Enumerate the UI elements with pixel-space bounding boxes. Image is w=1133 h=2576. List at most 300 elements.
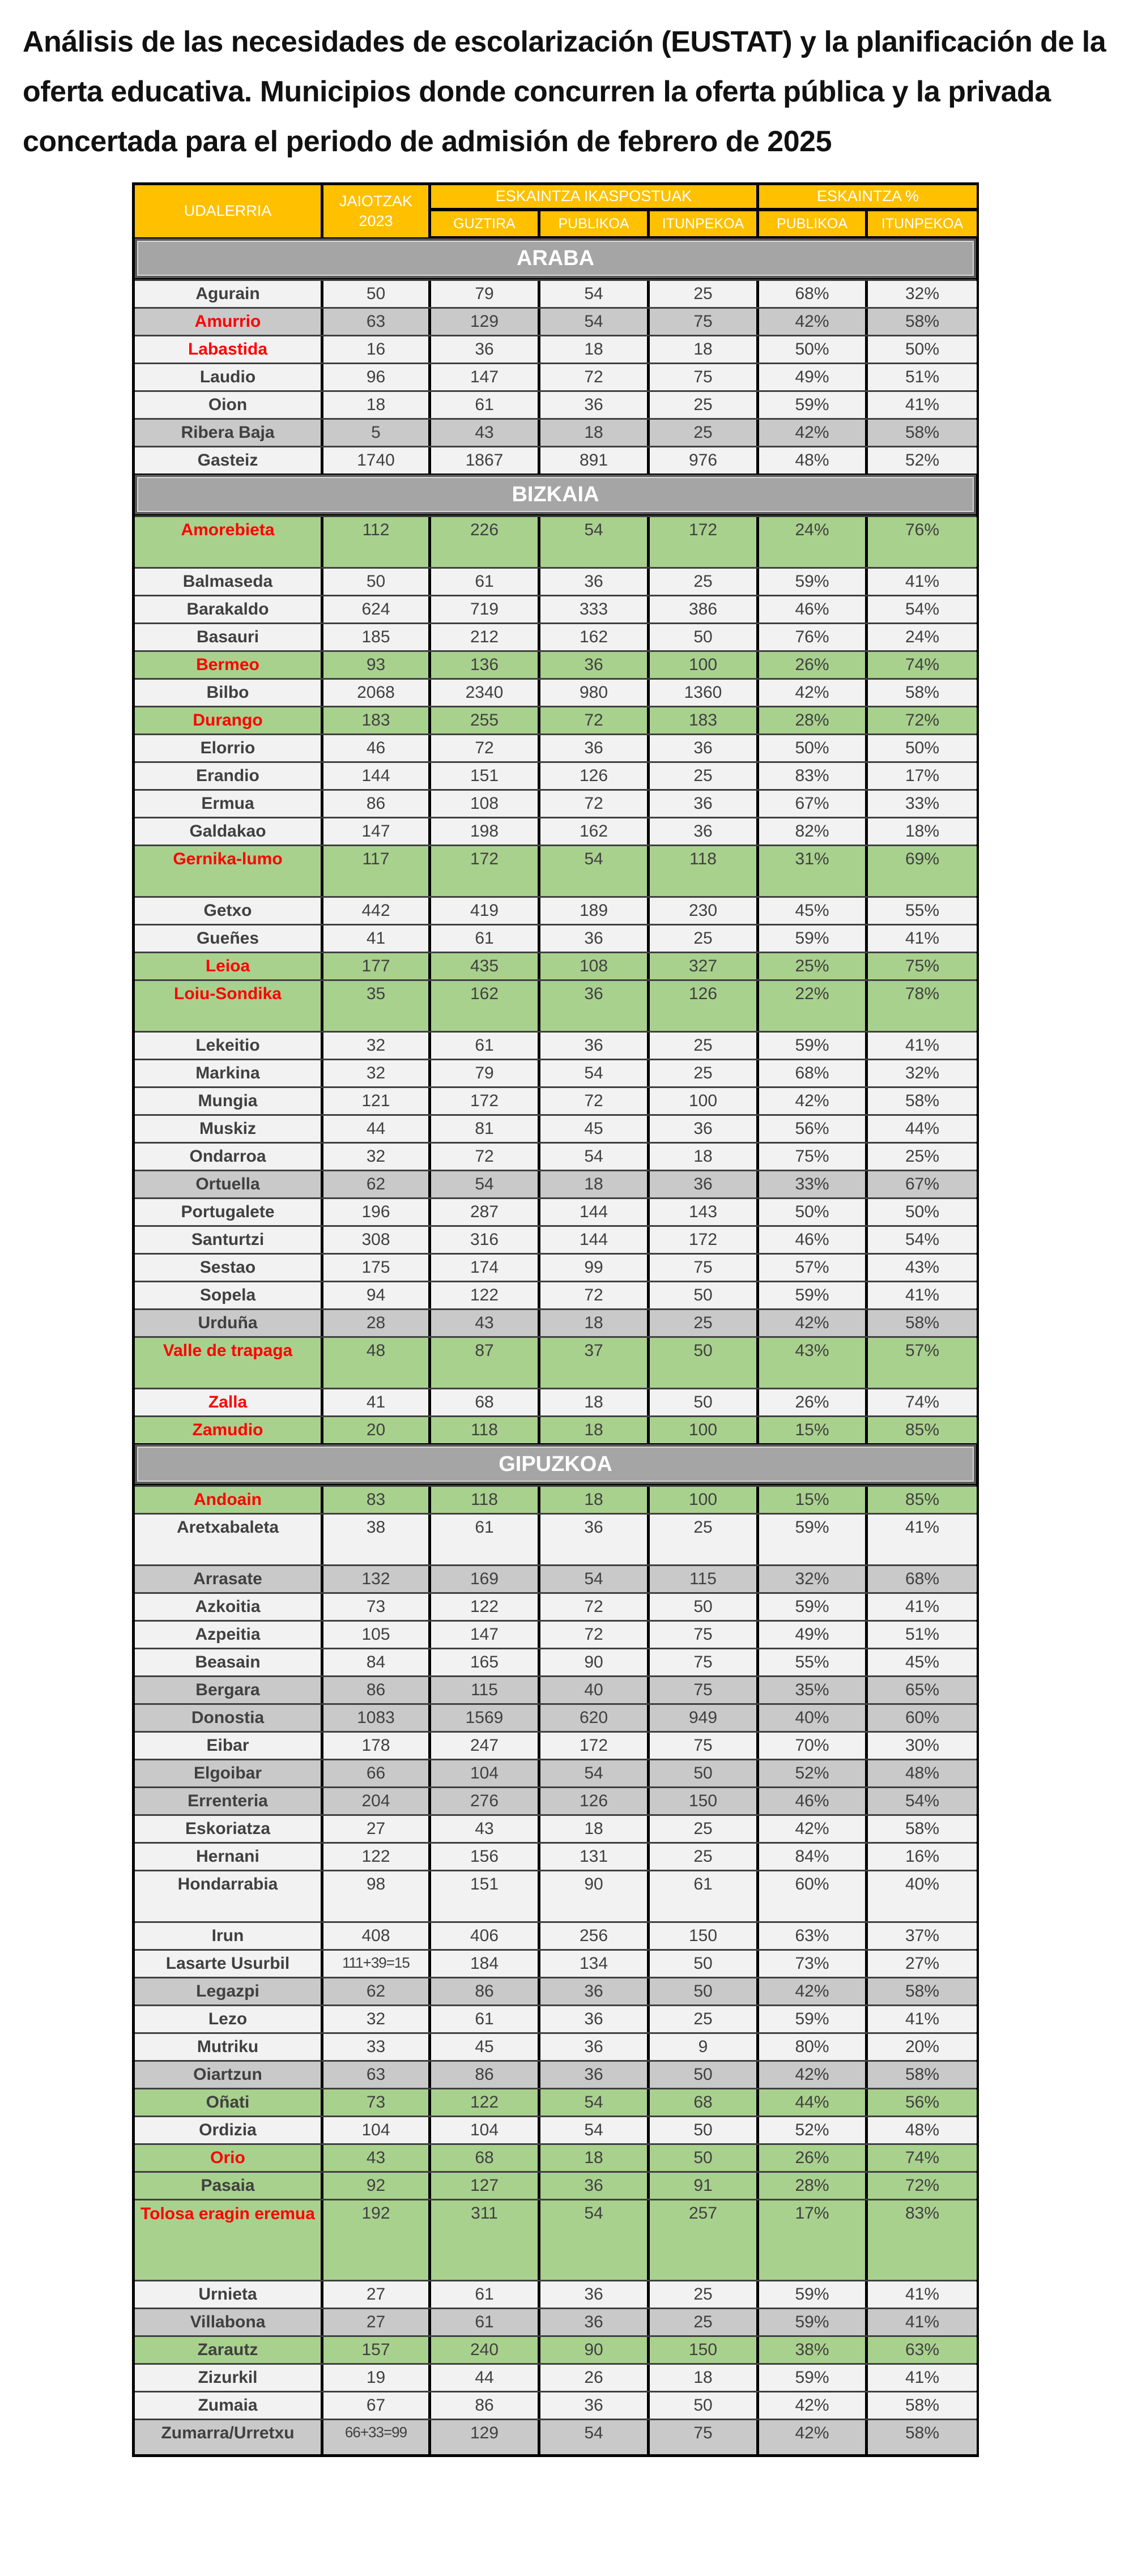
cell-udalerria: Durango xyxy=(135,707,323,733)
table-row xyxy=(135,845,976,896)
cell-itunpekoa-pct: 20% xyxy=(868,2034,977,2060)
cell-guztira: 61 xyxy=(431,2006,540,2032)
cell-udalerria: Bermeo xyxy=(135,652,323,678)
cell-guztira: 108 xyxy=(431,791,540,817)
cell-jaiotzak: 132 xyxy=(323,1566,431,1592)
cell-publikoa-pct: 15% xyxy=(759,1487,868,1513)
cell-guztira: 61 xyxy=(431,2281,540,2308)
cell-publikoa: 36 xyxy=(540,1978,650,2004)
cell-udalerria: Andoain xyxy=(135,1487,323,1513)
header-eskaintza-ikaspostuak: ESKAINTZA IKASPOSTUAK xyxy=(431,185,759,210)
cell-publikoa-pct: 59% xyxy=(759,2309,868,2335)
cell-udalerria: Hondarrabia xyxy=(135,1871,323,1921)
cell-publikoa: 333 xyxy=(540,596,650,622)
cell-guztira: 147 xyxy=(431,364,540,390)
cell-guztira: 172 xyxy=(431,846,540,896)
cell-publikoa: 36 xyxy=(540,569,650,595)
cell-publikoa: 54 xyxy=(540,281,650,307)
cell-publikoa: 54 xyxy=(540,2200,650,2280)
cell-jaiotzak: 308 xyxy=(323,1227,431,1253)
cell-jaiotzak: 41 xyxy=(323,926,431,952)
cell-itunpekoa: 75 xyxy=(650,1255,759,1281)
cell-itunpekoa: 75 xyxy=(650,2420,759,2454)
cell-publikoa: 54 xyxy=(540,517,650,567)
cell-itunpekoa-pct: 69% xyxy=(868,846,977,896)
cell-guztira: 79 xyxy=(431,1060,540,1086)
table-row xyxy=(135,896,976,924)
cell-udalerria: Elgoibar xyxy=(135,1760,323,1786)
cell-guztira: 122 xyxy=(431,2089,540,2116)
header-eskaintza-pct: ESKAINTZA % xyxy=(759,185,977,210)
cell-itunpekoa: 18 xyxy=(650,1144,759,1170)
cell-udalerria: Agurain xyxy=(135,281,323,307)
cell-guztira: 151 xyxy=(431,1871,540,1921)
cell-udalerria: Barakaldo xyxy=(135,596,323,622)
cell-itunpekoa-pct: 50% xyxy=(868,735,977,761)
cell-itunpekoa-pct: 54% xyxy=(868,1788,977,1814)
cell-udalerria: Eibar xyxy=(135,1733,323,1759)
cell-jaiotzak: 157 xyxy=(323,2337,431,2363)
cell-itunpekoa-pct: 27% xyxy=(868,1951,977,1977)
cell-guztira: 61 xyxy=(431,569,540,595)
cell-jaiotzak: 33 xyxy=(323,2034,431,2060)
cell-itunpekoa: 61 xyxy=(650,1871,759,1921)
cell-publikoa-pct: 50% xyxy=(759,735,868,761)
cell-guztira: 54 xyxy=(431,1171,540,1197)
cell-itunpekoa-pct: 50% xyxy=(868,336,977,362)
cell-publikoa: 134 xyxy=(540,1951,650,1977)
cell-jaiotzak: 27 xyxy=(323,2309,431,2335)
cell-itunpekoa: 18 xyxy=(650,2365,759,2391)
cell-itunpekoa-pct: 85% xyxy=(868,1487,977,1513)
table-row xyxy=(135,2363,976,2391)
cell-guztira: 2340 xyxy=(431,680,540,706)
cell-publikoa-pct: 42% xyxy=(759,2062,868,2088)
cell-publikoa: 40 xyxy=(540,1677,650,1703)
cell-udalerria: Galdakao xyxy=(135,818,323,845)
cell-publikoa-pct: 49% xyxy=(759,1622,868,1648)
cell-guztira: 68 xyxy=(431,1389,540,1415)
cell-itunpekoa: 150 xyxy=(650,1788,759,1814)
cell-itunpekoa: 327 xyxy=(650,953,759,979)
cell-jaiotzak: 105 xyxy=(323,1622,431,1648)
cell-guztira: 165 xyxy=(431,1649,540,1675)
cell-udalerria: Ordizia xyxy=(135,2117,323,2143)
cell-publikoa-pct: 45% xyxy=(759,898,868,924)
cell-guztira: 45 xyxy=(431,2034,540,2060)
cell-itunpekoa-pct: 33% xyxy=(868,791,977,817)
cell-jaiotzak: 122 xyxy=(323,1844,431,1870)
cell-jaiotzak: 117 xyxy=(323,846,431,896)
cell-udalerria: Pasaia xyxy=(135,2173,323,2199)
cell-itunpekoa: 25 xyxy=(650,1060,759,1086)
cell-udalerria: Portugalete xyxy=(135,1199,323,1225)
cell-itunpekoa-pct: 63% xyxy=(868,2337,977,2363)
cell-publikoa: 36 xyxy=(540,1515,650,1564)
cell-jaiotzak: 83 xyxy=(323,1487,431,1513)
table-row xyxy=(135,1114,976,1142)
table-row xyxy=(135,1675,976,1703)
table-row xyxy=(135,733,976,761)
cell-itunpekoa: 50 xyxy=(650,2117,759,2143)
cell-guztira: 1867 xyxy=(431,447,540,474)
cell-jaiotzak: 84 xyxy=(323,1649,431,1675)
table-row xyxy=(135,817,976,845)
cell-itunpekoa-pct: 17% xyxy=(868,763,977,789)
cell-jaiotzak: 94 xyxy=(323,1282,431,1308)
table-row xyxy=(135,1031,976,1059)
cell-itunpekoa: 150 xyxy=(650,1923,759,1949)
table-row xyxy=(135,2060,976,2088)
cell-itunpekoa-pct: 43% xyxy=(868,1255,977,1281)
cell-itunpekoa-pct: 85% xyxy=(868,1417,977,1443)
cell-itunpekoa-pct: 57% xyxy=(868,1338,977,1388)
table-row xyxy=(135,2004,976,2032)
cell-jaiotzak: 41 xyxy=(323,1389,431,1415)
cell-guztira: 61 xyxy=(431,2309,540,2335)
table-row xyxy=(135,2391,976,2419)
cell-itunpekoa: 36 xyxy=(650,818,759,845)
cell-jaiotzak: 1083 xyxy=(323,1705,431,1731)
cell-itunpekoa-pct: 51% xyxy=(868,364,977,390)
header-itunpekoa-pct: ITUNPEKOA xyxy=(868,211,977,236)
cell-jaiotzak: 67 xyxy=(323,2392,431,2419)
cell-itunpekoa-pct: 58% xyxy=(868,1816,977,1842)
cell-publikoa-pct: 42% xyxy=(759,2392,868,2419)
cell-itunpekoa-pct: 25% xyxy=(868,1144,977,1170)
cell-publikoa-pct: 43% xyxy=(759,1338,868,1388)
cell-publikoa: 54 xyxy=(540,846,650,896)
table-row xyxy=(135,789,976,817)
cell-itunpekoa: 36 xyxy=(650,791,759,817)
cell-jaiotzak: 183 xyxy=(323,707,431,733)
table-row xyxy=(135,1142,976,1170)
cell-udalerria: Legazpi xyxy=(135,1978,323,2004)
cell-itunpekoa-pct: 72% xyxy=(868,2173,977,2199)
cell-udalerria: Orio xyxy=(135,2145,323,2171)
cell-publikoa: 26 xyxy=(540,2365,650,2391)
cell-itunpekoa-pct: 55% xyxy=(868,898,977,924)
cell-itunpekoa-pct: 40% xyxy=(868,1871,977,1921)
cell-itunpekoa: 230 xyxy=(650,898,759,924)
cell-itunpekoa: 25 xyxy=(650,2309,759,2335)
cell-udalerria: Balmaseda xyxy=(135,569,323,595)
cell-publikoa: 36 xyxy=(540,2392,650,2419)
table-row xyxy=(135,650,976,678)
table-row xyxy=(135,2199,976,2280)
cell-itunpekoa-pct: 60% xyxy=(868,1705,977,1731)
cell-jaiotzak: 408 xyxy=(323,1923,431,1949)
cell-jaiotzak: 147 xyxy=(323,818,431,845)
cell-publikoa: 99 xyxy=(540,1255,650,1281)
cell-publikoa-pct: 42% xyxy=(759,1088,868,1114)
table-row xyxy=(135,362,976,390)
cell-publikoa-pct: 83% xyxy=(759,763,868,789)
cell-itunpekoa-pct: 41% xyxy=(868,1282,977,1308)
cell-udalerria: Mutriku xyxy=(135,2034,323,2060)
cell-jaiotzak: 35 xyxy=(323,981,431,1031)
header-itunpekoa: ITUNPEKOA xyxy=(650,211,759,236)
cell-guztira: 406 xyxy=(431,1923,540,1949)
table-row xyxy=(135,622,976,650)
table-body xyxy=(135,238,976,2454)
cell-itunpekoa-pct: 16% xyxy=(868,1844,977,1870)
cell-itunpekoa-pct: 45% xyxy=(868,1649,977,1675)
cell-itunpekoa-pct: 54% xyxy=(868,596,977,622)
cell-publikoa: 36 xyxy=(540,392,650,418)
cell-guztira: 104 xyxy=(431,1760,540,1786)
cell-publikoa-pct: 26% xyxy=(759,1389,868,1415)
cell-publikoa-pct: 59% xyxy=(759,1594,868,1620)
cell-udalerria: Gernika-lumo xyxy=(135,846,323,896)
cell-jaiotzak: 104 xyxy=(323,2117,431,2143)
cell-publikoa: 980 xyxy=(540,680,650,706)
table-row xyxy=(135,1703,976,1731)
cell-publikoa-pct: 50% xyxy=(759,1199,868,1225)
table-row xyxy=(135,1592,976,1620)
cell-publikoa: 36 xyxy=(540,2006,650,2032)
cell-publikoa: 36 xyxy=(540,2173,650,2199)
cell-itunpekoa-pct: 56% xyxy=(868,2089,977,2116)
cell-udalerria: Urnieta xyxy=(135,2281,323,2308)
cell-publikoa-pct: 26% xyxy=(759,2145,868,2171)
cell-itunpekoa-pct: 65% xyxy=(868,1677,977,1703)
cell-publikoa-pct: 26% xyxy=(759,652,868,678)
schooling-table xyxy=(132,182,979,2457)
cell-publikoa-pct: 59% xyxy=(759,2281,868,2308)
cell-guztira: 316 xyxy=(431,1227,540,1253)
cell-publikoa: 162 xyxy=(540,818,650,845)
cell-publikoa: 72 xyxy=(540,1088,650,1114)
cell-itunpekoa-pct: 41% xyxy=(868,1033,977,1059)
cell-itunpekoa-pct: 41% xyxy=(868,2281,977,2308)
cell-udalerria: Oiartzun xyxy=(135,2062,323,2088)
cell-publikoa: 72 xyxy=(540,791,650,817)
table-row xyxy=(135,2143,976,2171)
table-row xyxy=(135,1731,976,1759)
cell-jaiotzak: 63 xyxy=(323,309,431,335)
table-row xyxy=(135,567,976,595)
cell-itunpekoa-pct: 58% xyxy=(868,680,977,706)
cell-guztira: 169 xyxy=(431,1566,540,1592)
cell-publikoa: 72 xyxy=(540,707,650,733)
cell-publikoa-pct: 52% xyxy=(759,1760,868,1786)
cell-jaiotzak: 48 xyxy=(323,1338,431,1388)
cell-publikoa-pct: 68% xyxy=(759,1060,868,1086)
cell-publikoa: 144 xyxy=(540,1227,650,1253)
cell-itunpekoa: 50 xyxy=(650,2062,759,2088)
cell-itunpekoa: 25 xyxy=(650,1816,759,1842)
cell-itunpekoa: 50 xyxy=(650,1594,759,1620)
cell-udalerria: Urduña xyxy=(135,1310,323,1336)
cell-jaiotzak: 196 xyxy=(323,1199,431,1225)
cell-guztira: 86 xyxy=(431,2392,540,2419)
cell-itunpekoa-pct: 30% xyxy=(868,1733,977,1759)
cell-itunpekoa-pct: 37% xyxy=(868,1923,977,1949)
table-row xyxy=(135,1086,976,1114)
table-row xyxy=(135,979,976,1031)
cell-publikoa-pct: 59% xyxy=(759,1033,868,1059)
header-publikoa: PUBLIKOA xyxy=(540,211,650,236)
cell-publikoa: 45 xyxy=(540,1116,650,1142)
table-row xyxy=(135,1336,976,1388)
cell-itunpekoa-pct: 41% xyxy=(868,2006,977,2032)
cell-itunpekoa-pct: 58% xyxy=(868,1088,977,1114)
cell-guztira: 147 xyxy=(431,1622,540,1648)
table-row xyxy=(135,1870,976,1921)
cell-jaiotzak: 86 xyxy=(323,1677,431,1703)
cell-publikoa: 54 xyxy=(540,1566,650,1592)
cell-itunpekoa-pct: 18% xyxy=(868,818,977,845)
cell-jaiotzak: 86 xyxy=(323,791,431,817)
cell-publikoa-pct: 57% xyxy=(759,1255,868,1281)
cell-publikoa-pct: 31% xyxy=(759,846,868,896)
cell-jaiotzak: 19 xyxy=(323,2365,431,2391)
cell-jaiotzak: 32 xyxy=(323,2006,431,2032)
cell-publikoa: 54 xyxy=(540,2117,650,2143)
cell-itunpekoa-pct: 32% xyxy=(868,281,977,307)
cell-publikoa: 162 xyxy=(540,624,650,650)
cell-publikoa-pct: 63% xyxy=(759,1923,868,1949)
cell-udalerria: Zamudio xyxy=(135,1417,323,1443)
table-row xyxy=(135,279,976,307)
cell-publikoa-pct: 68% xyxy=(759,281,868,307)
cell-udalerria: Basauri xyxy=(135,624,323,650)
cell-publikoa: 126 xyxy=(540,1788,650,1814)
cell-itunpekoa: 115 xyxy=(650,1566,759,1592)
cell-guztira: 129 xyxy=(431,2420,540,2454)
cell-jaiotzak: 624 xyxy=(323,596,431,622)
cell-itunpekoa: 75 xyxy=(650,1677,759,1703)
cell-udalerria: Lezo xyxy=(135,2006,323,2032)
cell-jaiotzak: 16 xyxy=(323,336,431,362)
cell-itunpekoa: 25 xyxy=(650,2281,759,2308)
cell-udalerria: Zumarra/Urretxu xyxy=(135,2420,323,2454)
cell-publikoa: 90 xyxy=(540,1649,650,1675)
header-guztira: GUZTIRA xyxy=(431,211,540,236)
cell-itunpekoa: 50 xyxy=(650,2392,759,2419)
cell-guztira: 122 xyxy=(431,1282,540,1308)
cell-itunpekoa: 50 xyxy=(650,1951,759,1977)
cell-jaiotzak: 46 xyxy=(323,735,431,761)
cell-guztira: 86 xyxy=(431,1978,540,2004)
cell-jaiotzak: 32 xyxy=(323,1060,431,1086)
cell-publikoa-pct: 46% xyxy=(759,1227,868,1253)
cell-udalerria: Markina xyxy=(135,1060,323,1086)
cell-jaiotzak: 28 xyxy=(323,1310,431,1336)
cell-itunpekoa-pct: 58% xyxy=(868,309,977,335)
cell-itunpekoa-pct: 24% xyxy=(868,624,977,650)
header-jaiotzak-line1: JAIOTZAK xyxy=(339,192,412,210)
table-row xyxy=(135,1308,976,1336)
cell-guztira: 104 xyxy=(431,2117,540,2143)
cell-publikoa: 18 xyxy=(540,1389,650,1415)
cell-publikoa-pct: 28% xyxy=(759,707,868,733)
table-row xyxy=(135,515,976,567)
cell-publikoa-pct: 15% xyxy=(759,1417,868,1443)
cell-guztira: 68 xyxy=(431,2145,540,2171)
cell-udalerria: Elorrio xyxy=(135,735,323,761)
cell-publikoa: 36 xyxy=(540,2309,650,2335)
cell-itunpekoa: 25 xyxy=(650,763,759,789)
cell-itunpekoa: 75 xyxy=(650,1622,759,1648)
cell-udalerria: Lasarte Usurbil xyxy=(135,1951,323,1977)
cell-guztira: 129 xyxy=(431,309,540,335)
cell-itunpekoa: 25 xyxy=(650,926,759,952)
header-jaiotzak xyxy=(323,185,431,237)
cell-udalerria: Mungia xyxy=(135,1088,323,1114)
cell-guztira: 122 xyxy=(431,1594,540,1620)
cell-publikoa: 18 xyxy=(540,1310,650,1336)
cell-udalerria: Lekeitio xyxy=(135,1033,323,1059)
header-udalerria: UDALERRIA xyxy=(135,185,323,237)
cell-publikoa-pct: 46% xyxy=(759,1788,868,1814)
table-row xyxy=(135,1197,976,1225)
cell-publikoa: 90 xyxy=(540,1871,650,1921)
cell-publikoa-pct: 25% xyxy=(759,953,868,979)
cell-jaiotzak: 121 xyxy=(323,1088,431,1114)
cell-jaiotzak: 185 xyxy=(323,624,431,650)
cell-itunpekoa-pct: 54% xyxy=(868,1227,977,1253)
cell-udalerria: Loiu-Sondika xyxy=(135,981,323,1031)
cell-publikoa-pct: 59% xyxy=(759,392,868,418)
cell-publikoa: 891 xyxy=(540,447,650,474)
cell-jaiotzak: 73 xyxy=(323,1594,431,1620)
table-row xyxy=(135,595,976,622)
cell-publikoa: 18 xyxy=(540,1487,650,1513)
cell-publikoa: 18 xyxy=(540,420,650,446)
cell-jaiotzak: 98 xyxy=(323,1871,431,1921)
cell-publikoa-pct: 42% xyxy=(759,1310,868,1336)
cell-publikoa-pct: 42% xyxy=(759,680,868,706)
cell-guztira: 61 xyxy=(431,1515,540,1564)
cell-publikoa-pct: 35% xyxy=(759,1677,868,1703)
cell-publikoa: 54 xyxy=(540,1760,650,1786)
cell-itunpekoa-pct: 58% xyxy=(868,1978,977,2004)
cell-guztira: 247 xyxy=(431,1733,540,1759)
cell-udalerria: Sopela xyxy=(135,1282,323,1308)
cell-guztira: 226 xyxy=(431,517,540,567)
cell-itunpekoa-pct: 32% xyxy=(868,1060,977,1086)
cell-publikoa: 256 xyxy=(540,1923,650,1949)
cell-itunpekoa-pct: 58% xyxy=(868,1310,977,1336)
cell-itunpekoa: 75 xyxy=(650,1733,759,1759)
cell-publikoa: 620 xyxy=(540,1705,650,1731)
cell-udalerria: Bilbo xyxy=(135,680,323,706)
table-row xyxy=(135,924,976,952)
cell-publikoa-pct: 38% xyxy=(759,2337,868,2363)
cell-itunpekoa-pct: 68% xyxy=(868,1566,977,1592)
table-row xyxy=(135,307,976,335)
cell-itunpekoa-pct: 74% xyxy=(868,2145,977,2171)
cell-publikoa-pct: 22% xyxy=(759,981,868,1031)
cell-jaiotzak: 192 xyxy=(323,2200,431,2280)
table-row xyxy=(135,335,976,362)
cell-guztira: 86 xyxy=(431,2062,540,2088)
cell-udalerria: Zumaia xyxy=(135,2392,323,2419)
cell-itunpekoa: 100 xyxy=(650,1487,759,1513)
cell-udalerria: Laudio xyxy=(135,364,323,390)
table-row xyxy=(135,1281,976,1308)
table-row xyxy=(135,418,976,446)
page-title: Análisis de las necesidades de escolarización (EUSTAT) y la planificación de la oferta educativa. Municipios donde concurren la oferta pública y la privada concertada para el periodo de admisión de febrero de 2025 xyxy=(23,25,1106,158)
cell-jaiotzak: 5 xyxy=(323,420,431,446)
table-row xyxy=(135,1225,976,1253)
cell-guztira: 115 xyxy=(431,1677,540,1703)
cell-itunpekoa: 50 xyxy=(650,1760,759,1786)
cell-publikoa: 36 xyxy=(540,2281,650,2308)
table-row xyxy=(135,390,976,418)
